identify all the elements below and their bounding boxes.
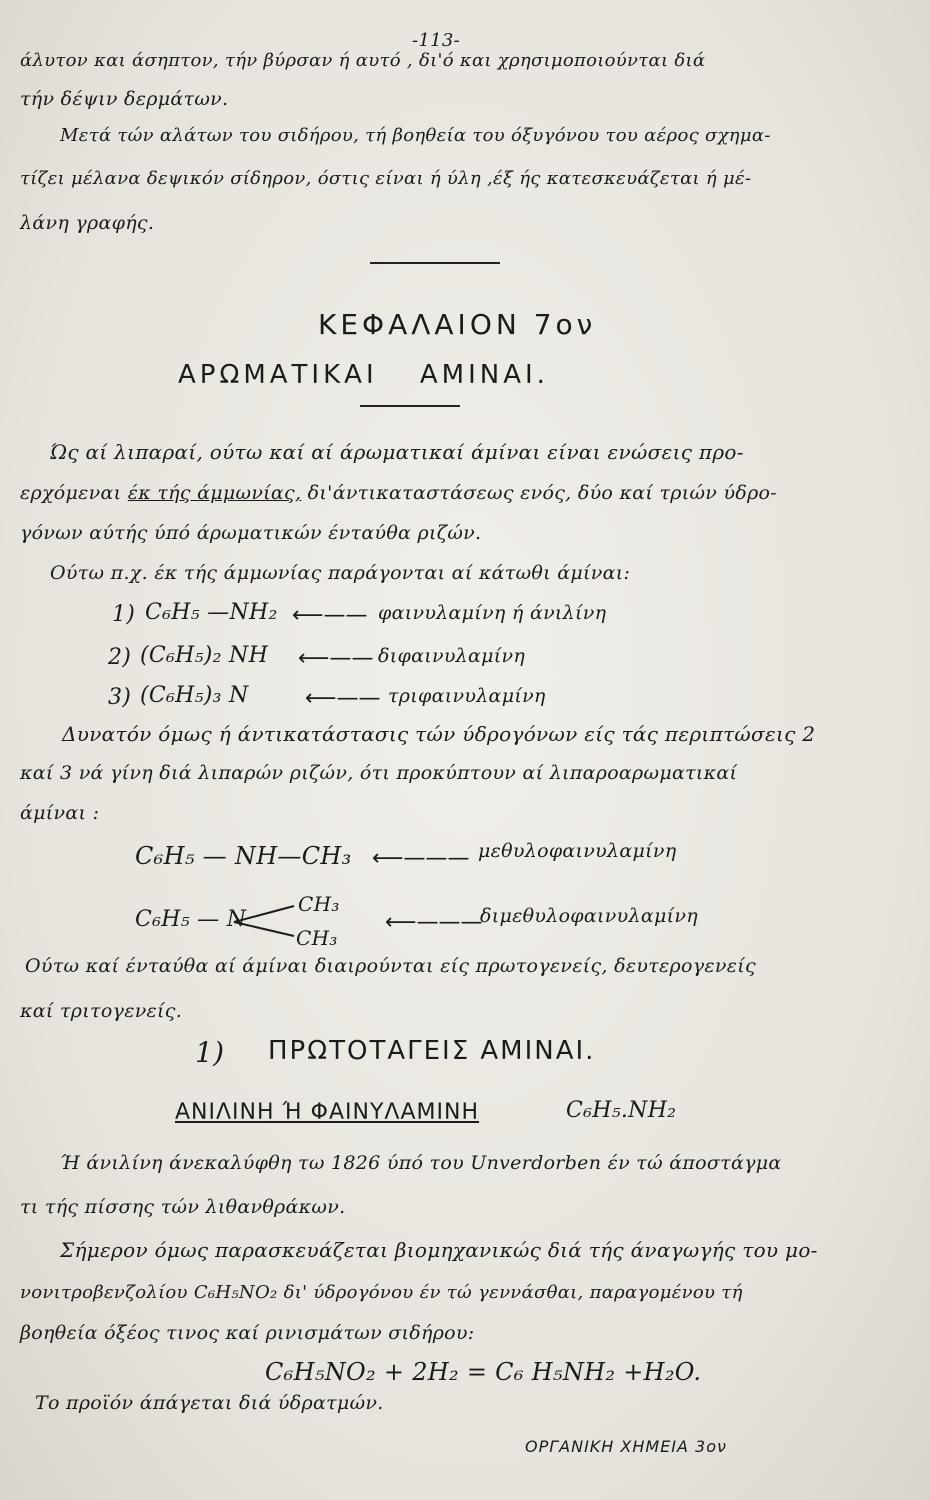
para4-line-5: βοηθεία όξέος τινος καί ρινισμάτων σιδήρου: xyxy=(20,1322,475,1344)
para4-line-4: νονιτροβενζολίου C₆H₅NO₂ δι' ύδρογόνου έν τώ γεννάσθαι, παραγομένου τή xyxy=(20,1282,743,1303)
amine-2-name: διφαινυλαμίνη xyxy=(378,645,526,667)
amine-3-name: τριφαινυλαμίνη xyxy=(388,685,546,707)
arrow-left-icon: ⟵——— xyxy=(385,910,483,935)
amine-2-formula: (C₆H₅)₂ NH xyxy=(140,643,269,668)
para1-line-1: Ώς αί λιπαραί, ούτω καί αί άρωματικαί άμίναι είναι ενώσεις προ- xyxy=(50,440,744,464)
reaction-equation: C₆H₅NO₂ + 2H₂ = C₆ H₅NH₂ +H₂O. xyxy=(265,1358,702,1386)
chapter-title: ΚΕΦΑΛΑΙΟΝ 7ον xyxy=(318,308,597,341)
mixed-2-formula-top: CH₃ xyxy=(298,892,340,916)
divider-top xyxy=(370,262,500,264)
para1-underlined: έκ τής άμμωνίας, xyxy=(127,482,302,504)
para1-line-2 xyxy=(20,482,777,504)
arrow-left-icon: ⟵—— xyxy=(298,646,374,671)
intro-line-3: Μετά τών αλάτων του σιδήρου, τή βοηθεία του όξυγόνου του αέρος σχημα- xyxy=(60,125,771,146)
mixed-2-formula-left: C₆H₅ — N xyxy=(135,907,247,932)
intro-line-1: άλυτον και άσηπτον, τήν βύρσαν ή αυτό , δι'ό και χρησιμοποιούνται διά xyxy=(20,50,706,71)
arrow-left-icon: ⟵——— xyxy=(372,846,470,871)
mixed-1-formula: C₆H₅ — NH—CH₃ xyxy=(135,842,352,870)
mixed-2-formula-bottom: CH₃ xyxy=(296,926,338,950)
page-number: -113- xyxy=(412,30,461,51)
para2-line-2: καί 3 νά γίνη διά λιπαρών ριζών, ότι προκύπτουν αί λιπαροαρωματικαί xyxy=(20,762,738,784)
section-title: ΠΡΩΤΟΤΑΓΕΙΣ ΑΜΙΝΑΙ. xyxy=(268,1036,596,1066)
amine-1-formula: C₆H₅ —NH₂ xyxy=(145,600,278,625)
subsection-title: ΑΝΙΛΙΝΗ Ή ΦΑΙΝΥΛΑΜΙΝΗ xyxy=(175,1100,480,1125)
para5-line: Το προϊόν άπάγεται διά ύδρατμών. xyxy=(35,1392,384,1414)
para1-line-2b: δι'άντικαταστάσεως ενός, δύο καί τριών ύδρο- xyxy=(301,482,778,504)
para3-line-1: Ούτω καί ένταύθα αί άμίναι διαιρούνται είς πρωτογενείς, δευτερογενείς xyxy=(25,955,756,977)
amine-3-number: 3) xyxy=(108,685,132,710)
para4-line-2: τι τής πίσσης τών λιθανθράκων. xyxy=(20,1196,346,1218)
section-number: 1) xyxy=(195,1036,225,1069)
subsection-formula: C₆H₅.NH₂ xyxy=(566,1098,677,1123)
amine-2-number: 2) xyxy=(108,645,132,670)
intro-line-2: τήν δέψιν δερμάτων. xyxy=(20,88,229,110)
amine-1-name: φαινυλαμίνη ή άνιλίνη xyxy=(378,602,607,624)
arrow-left-icon: ⟵—— xyxy=(292,603,368,628)
mixed-1-name: μεθυλοφαινυλαμίνη xyxy=(478,840,677,862)
chapter-subtitle: ΑΡΩΜΑΤΙΚΑΙ ΑΜΙΝΑΙ. xyxy=(178,360,549,390)
intro-line-4: τίζει μέλανα δεψικόν σίδηρον, όστις είναι ή ύλη ,έξ ής κατεσκευάζεται ή μέ- xyxy=(20,168,752,189)
para1-line-3: γόνων αύτής ύπό άρωματικών ένταύθα ριζών. xyxy=(20,522,482,544)
amine-1-number: 1) xyxy=(112,602,136,627)
para2-line-3: άμίναι : xyxy=(20,802,100,824)
intro-line-5: λάνη γραφής. xyxy=(20,212,155,234)
para1-line-4: Ούτω π.χ. έκ τής άμμωνίας παράγονται αί κάτωθι άμίναι: xyxy=(50,562,631,584)
para1-line-2a: ερχόμεναι xyxy=(20,482,128,504)
footer-label: ΟΡΓΑΝΙΚΗ ΧΗΜΕΙΑ 3ον xyxy=(525,1437,727,1456)
divider-chapter xyxy=(360,405,460,407)
n-branch-lines xyxy=(232,900,302,940)
amine-3-formula: (C₆H₅)₃ N xyxy=(140,683,249,708)
mixed-2-name: διμεθυλοφαινυλαμίνη xyxy=(480,905,698,927)
para2-line-1: Δυνατόν όμως ή άντικατάστασις τών ύδρογόνων είς τάς περιπτώσεις 2 xyxy=(62,722,816,746)
para4-line-1: Ή άνιλίνη άνεκαλύφθη τω 1826 ύπό του Unverdorben έν τώ άποστάγμα xyxy=(60,1152,782,1174)
arrow-left-icon: ⟵—— xyxy=(305,686,381,711)
para4-line-3: Σήμερον όμως παρασκευάζεται βιομηχανικώς διά τής άναγωγής του μο- xyxy=(60,1238,818,1262)
para3-line-2: καί τριτογενείς. xyxy=(20,1000,183,1022)
